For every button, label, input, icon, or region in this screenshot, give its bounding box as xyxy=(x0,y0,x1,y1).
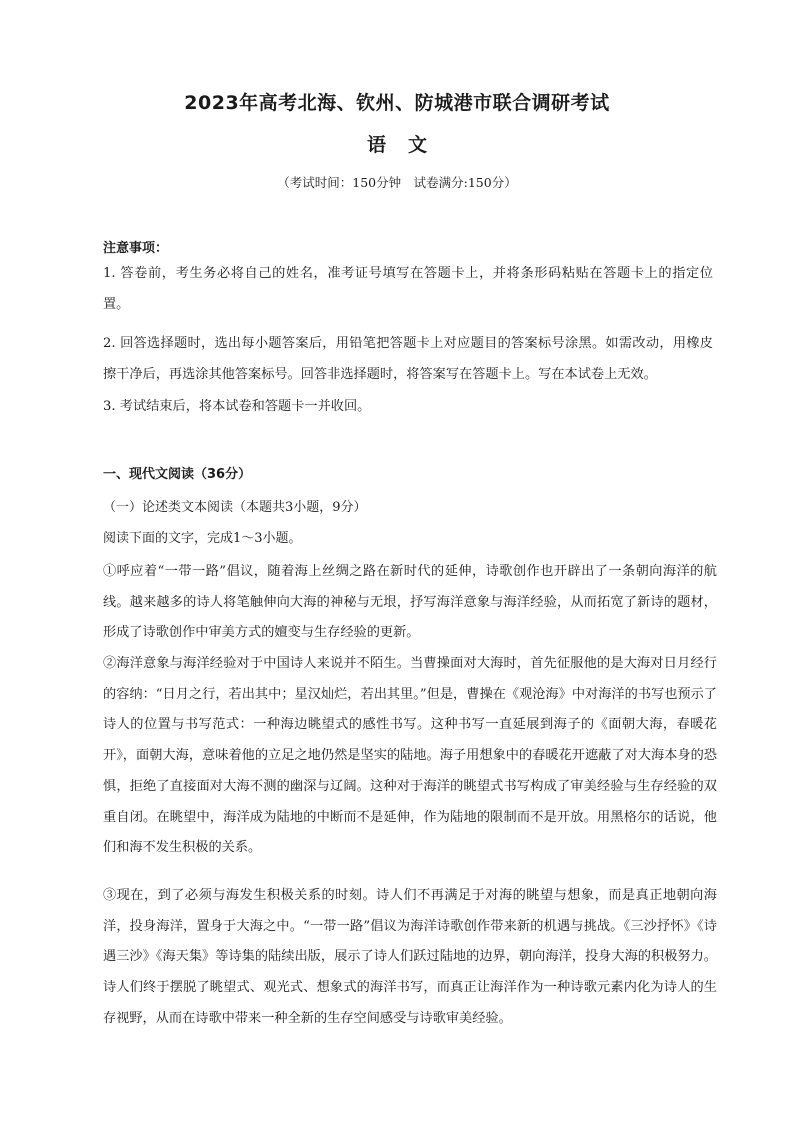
reading-directions: 阅读下面的文字，完成1～3小题。 xyxy=(103,531,302,546)
notice-heading: 注意事项： xyxy=(103,241,169,256)
paragraph-2: ②海洋意象与海洋经验对于中国诗人来说并不陌生。当曹操面对大海时，首先征服他的是大海对日月经行的容纳：“日月之行，若出其中；星汉灿烂，若出其里。”但是，曹操在《观沧海》中对海洋的书写也预示了诗人的位置与书写范式：一种海边眺望式的感性书写。这种书写一直延展到海子的《面朝大海，春暖花开》，面朝大海，意味着他的立足之地仍然是坚实的陆地。海子用想象中的春暖花开遮蔽了对大海本身的恐惧，拒绝了直接面对大海不测的幽深与辽阔。这种对于海洋的眺望式书写构成了审美经验与生存经验的双重自闭。在眺望中，海洋成为陆地的中断而不是延伸，作为陆地的限制而不是开放。用黑格尔的话说，他们和海不发生积极的关系。 xyxy=(103,656,717,856)
paragraph-3: ③现在，到了必须与海发生积极关系的时刻。诗人们不再满足于对海的眺望与想象，而是真正地朝向海洋，投身海洋，置身于大海之中。“一带一路”倡议为海洋诗歌创作带来新的机遇与挑战。《三沙抒怀》《诗遇三沙》《海天集》等诗集的陆续出版，展示了诗人们跃过陆地的边界，朝向海洋，投身大海的积极努力。诗人们终于摆脱了眺望式、观光式、想象式的海洋书写，而真正让海洋作为一种诗歌元素内化为诗人的生存视野，从而在诗歌中带来一种全新的生存空间感受与诗歌审美经验。 xyxy=(103,888,717,1026)
sub-section-heading: （一）论述类文本阅读（本题共3小题，9分） xyxy=(103,500,367,515)
paragraph-1: ①呼应着“一带一路”倡议，随着海上丝绸之路在新时代的延伸，诗歌创作也开辟出了一条朝向海洋的航线。越来越多的诗人将笔触伸向大海的神秘与无垠，抒写海洋意象与海洋经验，从而拓宽了新诗的题材，形成了诗歌创作中审美方式的嬗变与生存经验的更新。 xyxy=(103,564,717,641)
notice-item-2: 2. 回答选择题时，选出每小题答案后，用铅笔把答题卡上对应题目的答案标号涂黑。如需改动，用橡皮擦干净后，再选涂其他答案标号。回答非选择题时，将答案写在答题卡上。写在本试卷上无效。 xyxy=(103,336,713,382)
notice-item-1: 1. 答卷前，考生务必将自己的姓名，准考证号填写在答题卡上，并将条形码粘贴在答题卡上的指定位置。 xyxy=(103,266,713,312)
exam-info: （考试时间：150分钟 试卷满分:150分） xyxy=(277,175,517,190)
exam-title: 2023年高考北海、钦州、防城港市联合调研考试 xyxy=(184,92,610,114)
section-heading: 一、现代文阅读（36分） xyxy=(103,467,252,482)
subject-title: 语文 xyxy=(366,134,449,156)
notice-item-3: 3. 考试结束后，将本试卷和答题卡一并收回。 xyxy=(103,399,371,414)
